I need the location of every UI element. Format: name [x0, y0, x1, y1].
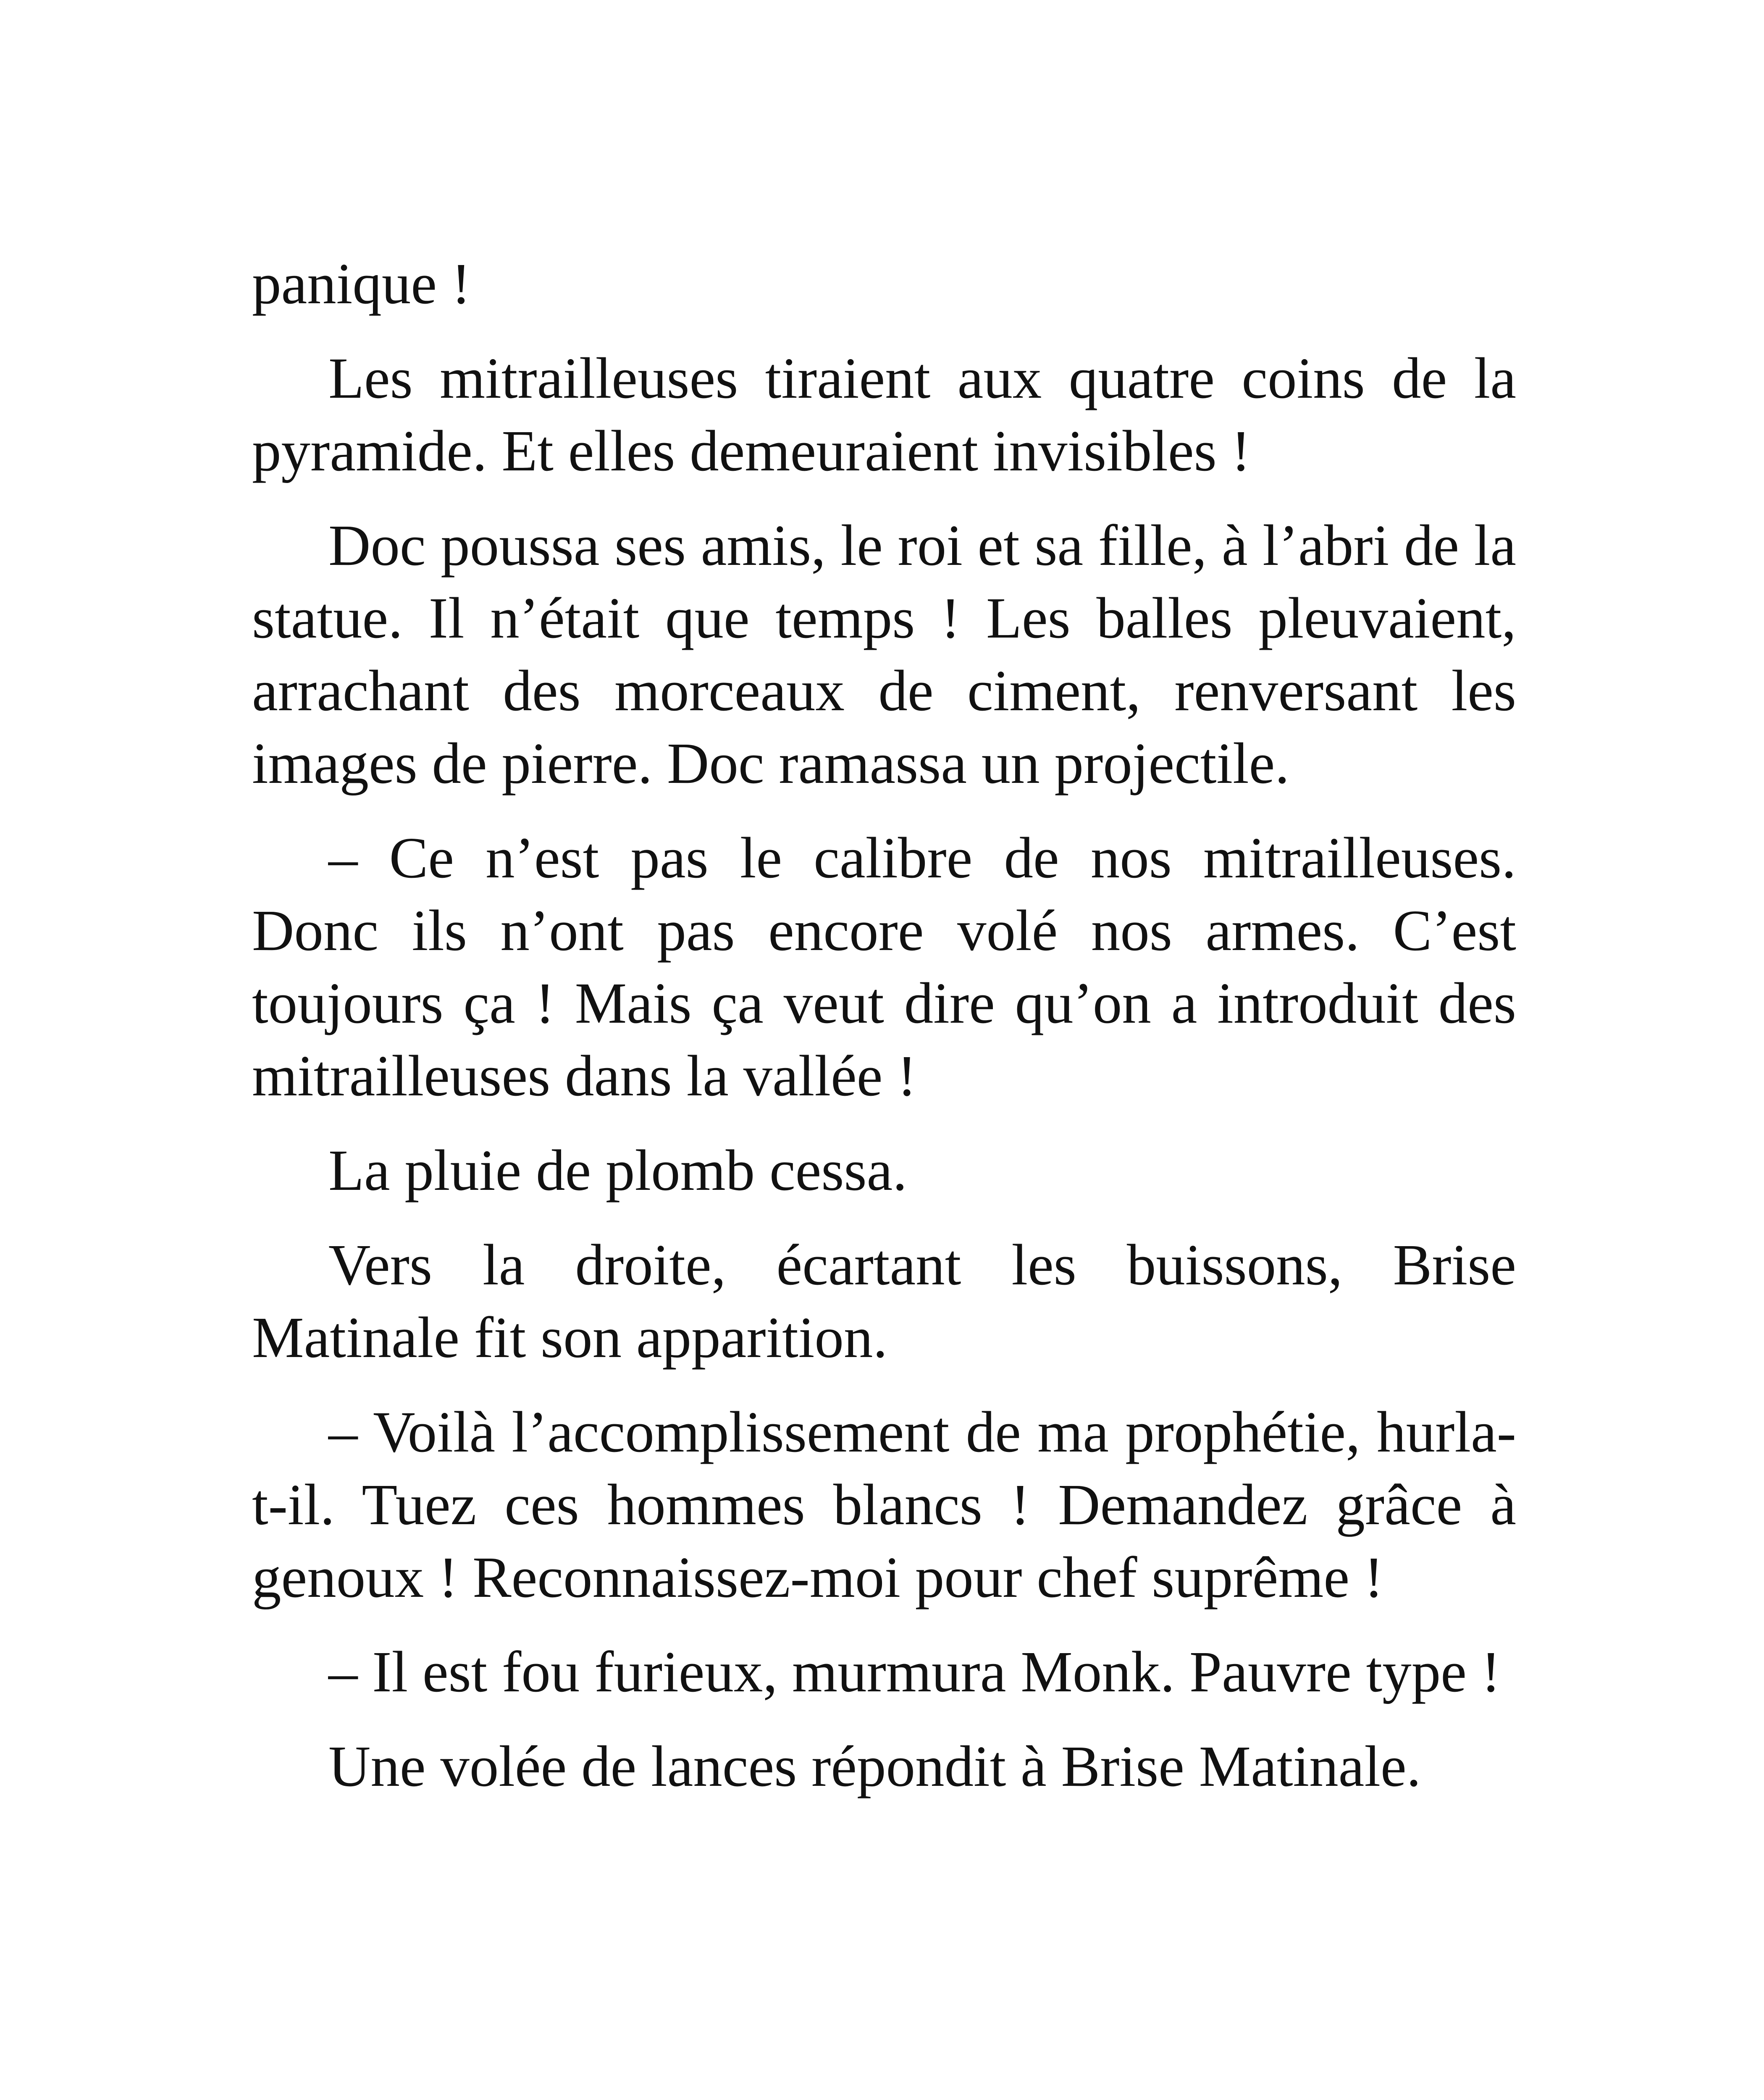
paragraph: Les mitrailleuses tiraient aux quatre coins de la pyramide. Et elles demeuraient invisibles ! — [252, 346, 1516, 483]
paragraph: Vers la droite, écartant les buissons, Brise Matinale fit son apparition. — [252, 1233, 1516, 1370]
paragraph: La pluie de plomb cessa. — [328, 1138, 907, 1203]
paragraph-dialogue: – Il est fou furieux, murmura Monk. Pauvre type ! — [328, 1640, 1501, 1704]
paragraph-continuation: panique ! — [252, 252, 471, 316]
paragraph-dialogue: – Voilà l’accomplissement de ma prophétie, hurla-t-il. Tuez ces hommes blancs ! Demandez grâce à genoux ! Reconnaissez-moi pour chef suprême ! — [252, 1400, 1516, 1610]
paragraph: Doc poussa ses amis, le roi et sa fille, à l’abri de la statue. Il n’était que temps ! Les balles pleuvaient, arrachant des morceaux de ciment, renversant les images de pierre. Doc ramassa un projectile. — [252, 513, 1516, 796]
paragraph: Une volée de lances répondit à Brise Matinale. — [328, 1734, 1421, 1799]
body-text — [252, 248, 1516, 1825]
paragraph-dialogue: – Ce n’est pas le calibre de nos mitrailleuses. Donc ils n’ont pas encore volé nos armes. C’est toujours ça ! Mais ça veut dire qu’on a introduit des mitrailleuses dans la vallée ! — [252, 826, 1516, 1108]
